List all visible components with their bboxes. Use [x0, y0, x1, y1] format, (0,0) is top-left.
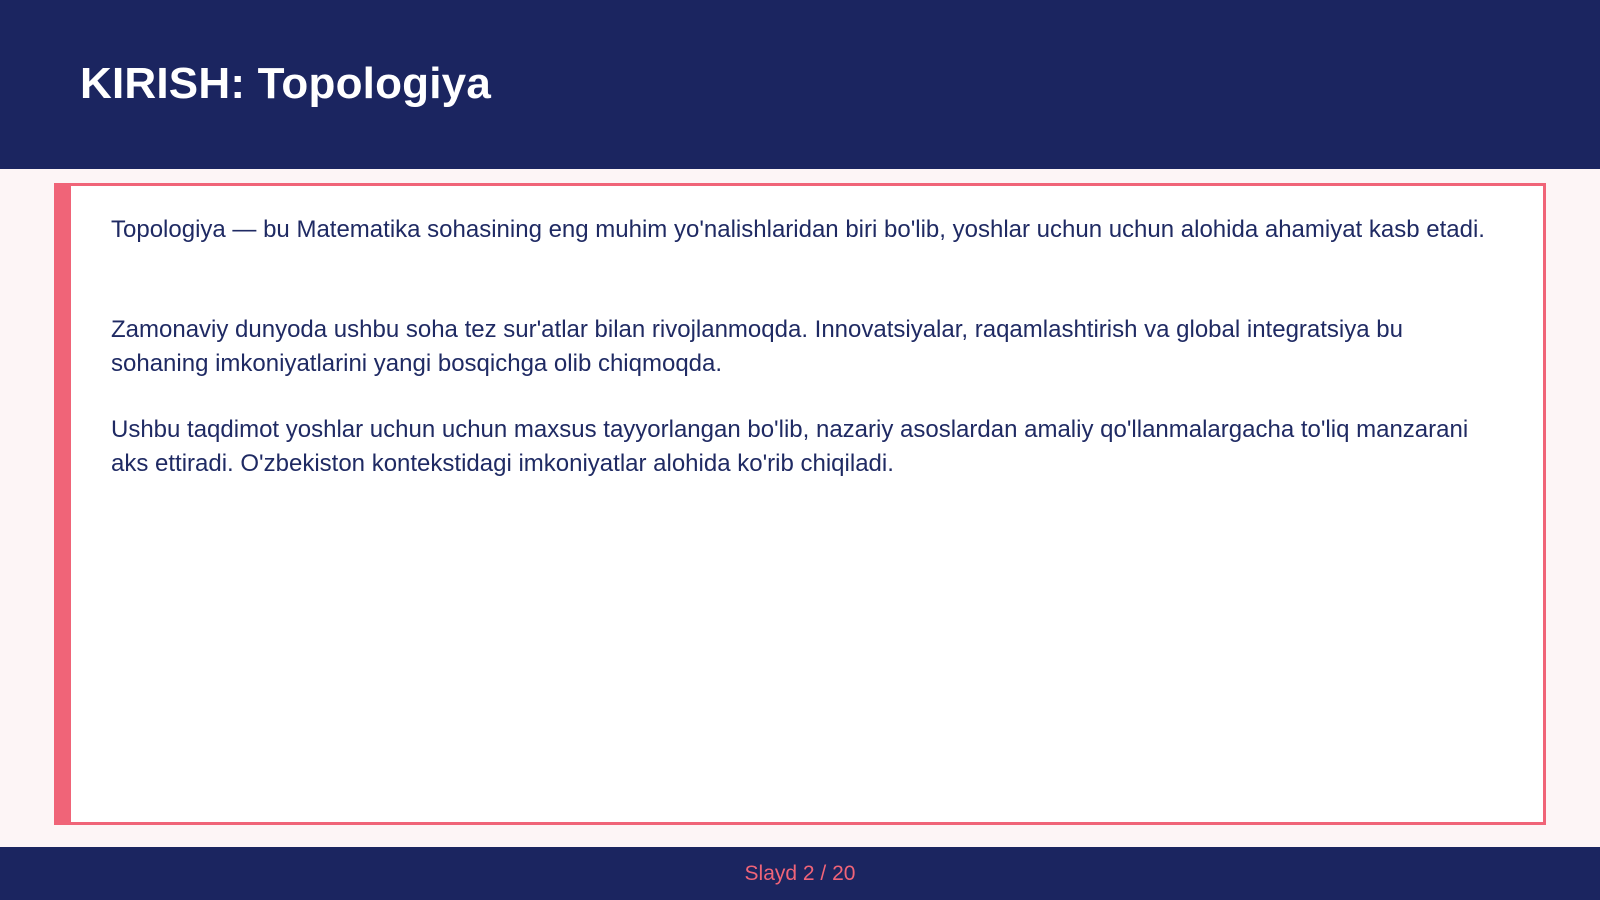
paragraph-modern-world: Zamonaviy dunyoda ushbu soha tez sur'atlar bilan rivojlanmoqda. Innovatsiyalar, raqamlashtirish va global integratsiya bu sohaning imkoniyatlarini yangi bosqichga olib chiqmoqda. [111, 316, 1403, 377]
slide-counter: Slayd 2 / 20 [744, 862, 856, 885]
slide-header [0, 0, 1600, 169]
slide-footer [0, 847, 1600, 900]
slide-title: KIRISH: Topologiya [80, 59, 491, 108]
paragraph-intro: Topologiya — bu Matematika sohasining eng muhim yo'nalishlaridan biri bo'lib, yoshlar uchun uchun alohida ahamiyat kasb etadi. [111, 216, 1485, 243]
content-panel [54, 183, 1546, 825]
paragraph-presentation-scope: Ushbu taqdimot yoshlar uchun uchun maxsus tayyorlangan bo'lib, nazariy asoslardan amaliy qo'llanmalargacha to'liq manzarani aks ettiradi. O'zbekiston kontekstidagi imkoniyatlar alohida ko'rib chiqiladi. [111, 416, 1469, 477]
